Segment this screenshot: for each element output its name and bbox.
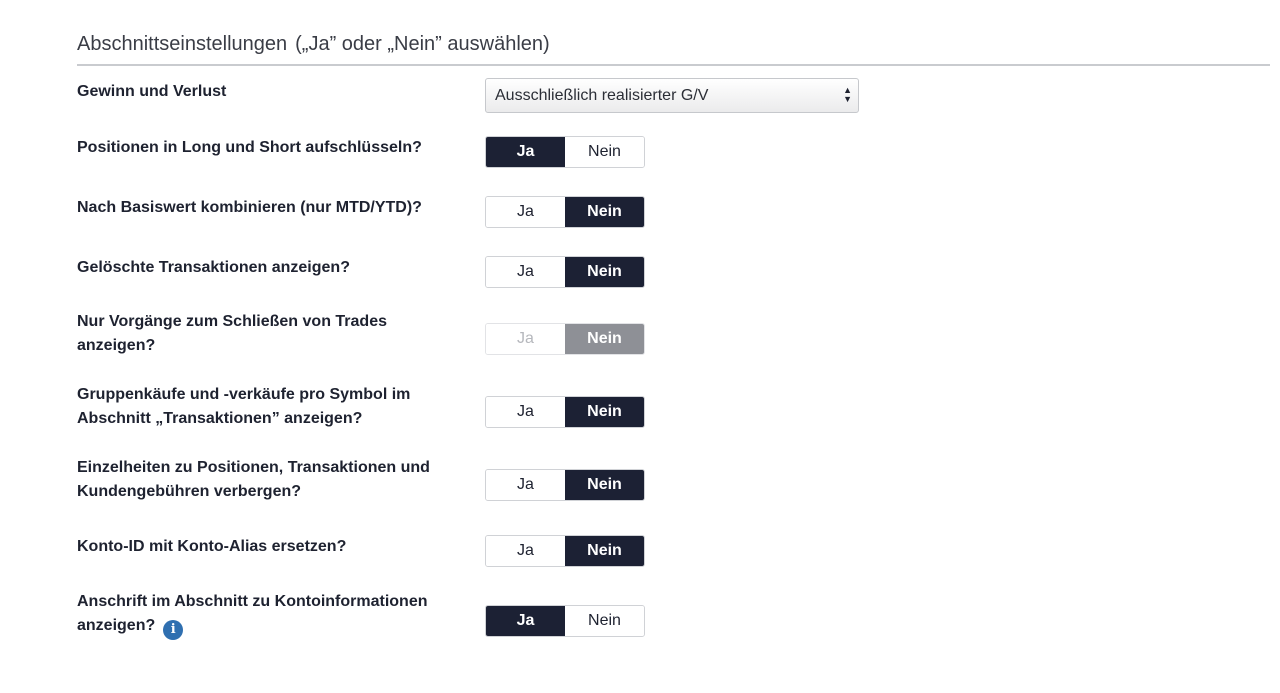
section-title-text: Abschnittseinstellungen [77, 33, 288, 55]
toggle-no-button[interactable]: Nein [565, 197, 644, 227]
toggle-yes-button[interactable]: Ja [486, 257, 565, 287]
setting-label-text: Anschrift im Abschnitt zu Kontoinformationen anzeigen? [77, 593, 428, 634]
setting-label: Nach Basiswert kombinieren (nur MTD/YTD)? [77, 199, 422, 216]
toggle-yes-button[interactable]: Ja [486, 197, 565, 227]
toggle-no-button[interactable]: Nein [565, 137, 644, 167]
yes-no-toggle [485, 196, 645, 228]
setting-row [77, 196, 877, 228]
setting-row [77, 383, 877, 433]
toggle-no-button[interactable]: Nein [565, 470, 644, 500]
select-arrows-icon: ▲ ▼ [843, 85, 852, 104]
section-title [77, 30, 1270, 58]
yes-no-toggle [485, 605, 645, 637]
toggle-yes-button[interactable]: Ja [486, 536, 565, 566]
yes-no-toggle-disabled [485, 323, 645, 355]
setting-label: Gelöschte Transaktionen anzeigen? [77, 259, 350, 276]
setting-row [77, 136, 877, 168]
toggle-yes-button[interactable]: Ja [486, 397, 565, 427]
setting-label: Positionen in Long und Short aufschlüsseln? [77, 139, 422, 156]
info-icon[interactable]: i [163, 620, 183, 640]
toggle-no-button: Nein [565, 324, 644, 354]
pnl-select-value: Ausschließlich realisierter G/V [495, 87, 709, 104]
setting-row [77, 456, 877, 506]
setting-row [77, 590, 877, 642]
setting-row [77, 535, 877, 567]
yes-no-toggle [485, 396, 645, 428]
yes-no-toggle [485, 256, 645, 288]
setting-row [77, 256, 877, 288]
setting-label: Gruppenkäufe und -verkäufe pro Symbol im Abschnitt „Transaktionen” anzeigen? [77, 386, 411, 427]
pnl-label: Gewinn und Verlust [77, 83, 227, 100]
toggle-no-button[interactable]: Nein [565, 606, 644, 636]
toggle-yes-button: Ja [486, 324, 565, 354]
setting-label: Einzelheiten zu Positionen, Transaktionen und Kundengebühren verbergen? [77, 459, 430, 500]
toggle-no-button[interactable]: Nein [565, 257, 644, 287]
pnl-select[interactable] [485, 78, 859, 113]
yes-no-toggle [485, 136, 645, 168]
toggle-yes-button[interactable]: Ja [486, 606, 565, 636]
toggle-yes-button[interactable]: Ja [486, 137, 565, 167]
toggle-no-button[interactable]: Nein [565, 536, 644, 566]
toggle-no-button[interactable]: Nein [565, 397, 644, 427]
section-header [77, 30, 1270, 66]
toggle-yes-button[interactable]: Ja [486, 470, 565, 500]
setting-label: Konto-ID mit Konto-Alias ersetzen? [77, 538, 347, 555]
setting-label: Nur Vorgänge zum Schließen von Trades anzeigen? [77, 313, 387, 354]
yes-no-toggle [485, 535, 645, 567]
yes-no-toggle [485, 469, 645, 501]
setting-row [77, 310, 877, 360]
setting-label [77, 590, 447, 640]
section-title-hint: („Ja” oder „Nein” auswählen) [295, 33, 550, 55]
row-pnl [77, 78, 877, 114]
